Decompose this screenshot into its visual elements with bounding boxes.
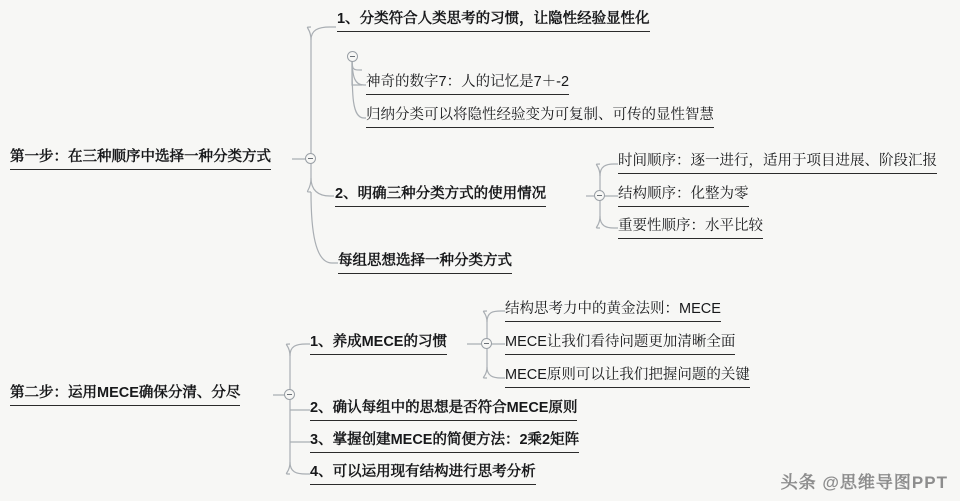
node-1-1-2[interactable]: 归纳分类可以将隐性经验变为可复制、可传的显性智慧 <box>366 107 714 128</box>
watermark <box>781 468 948 493</box>
collapse-toggle-step-2[interactable] <box>284 389 295 400</box>
node-2-1-2[interactable]: MECE让我们看待问题更加清晰全面 <box>505 334 735 355</box>
node-2-2[interactable]: 2、确认每组中的思想是否符合MECE原则 <box>310 400 577 421</box>
collapse-toggle-2-1[interactable] <box>481 338 492 349</box>
node-2-1-3[interactable]: MECE原则可以让我们把握问题的关键 <box>505 367 750 388</box>
node-1-1[interactable]: 1、分类符合人类思考的习惯，让隐性经验显性化 <box>337 11 650 32</box>
root-node-step-1[interactable]: 第一步：在三种顺序中选择一种分类方式 <box>10 149 271 170</box>
node-1-2-1[interactable]: 时间顺序：逐一进行，适用于项目进展、阶段汇报 <box>618 153 937 174</box>
node-2-1[interactable]: 1、养成MECE的习惯 <box>310 334 447 355</box>
node-1-2-3[interactable]: 重要性顺序：水平比较 <box>618 218 763 239</box>
node-1-2-2[interactable]: 结构顺序：化整为零 <box>618 186 749 207</box>
node-2-3[interactable]: 3、掌握创建MECE的简便方法：2乘2矩阵 <box>310 432 579 453</box>
node-1-3[interactable]: 每组思想选择一种分类方式 <box>338 253 512 274</box>
collapse-toggle-1-2[interactable] <box>594 190 605 201</box>
root-node-step-2[interactable]: 第二步：运用MECE确保分清、分尽 <box>10 385 240 406</box>
collapse-toggle-1-1[interactable] <box>347 51 358 62</box>
node-2-1-1[interactable]: 结构思考力中的黄金法则：MECE <box>505 301 721 322</box>
node-1-1-1[interactable]: 神奇的数字7：人的记忆是7＋-2 <box>366 74 569 95</box>
collapse-toggle-step-1[interactable] <box>305 153 316 164</box>
node-2-4[interactable]: 4、可以运用现有结构进行思考分析 <box>310 464 536 485</box>
watermark-text: 头条 @思维导图PPT <box>780 473 948 492</box>
node-1-2[interactable]: 2、明确三种分类方式的使用情况 <box>335 186 546 207</box>
